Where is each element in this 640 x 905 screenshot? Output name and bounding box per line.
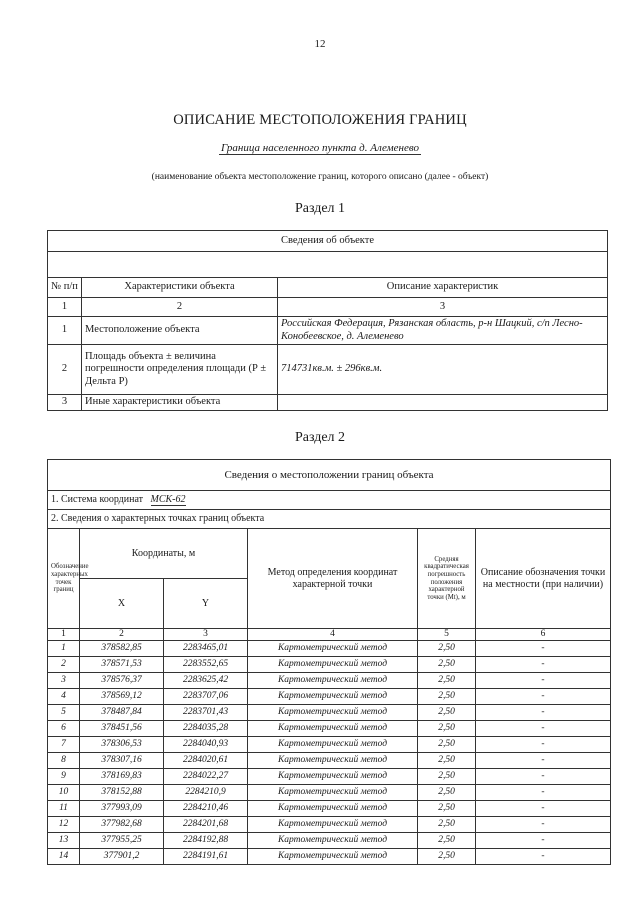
header-point-description: Описание обозначения точки на местности (при наличии) [476, 529, 611, 629]
point-number: 4 [48, 689, 80, 705]
point-accuracy: 2,50 [418, 769, 476, 785]
point-y: 2283701,43 [164, 705, 248, 721]
point-x: 378569,12 [80, 689, 164, 705]
point-y: 2284020,61 [164, 753, 248, 769]
table-row [48, 785, 611, 801]
point-y: 2283552,65 [164, 657, 248, 673]
point-description: - [476, 753, 611, 769]
point-method: Картометрический метод [248, 769, 418, 785]
section-1-heading: Раздел 1 [294, 201, 346, 216]
point-method: Картометрический метод [248, 641, 418, 657]
header-point-designation: Обозначение характерных точек границ [48, 529, 80, 629]
object-name-text: Граница населенного пункта д. Алеменево [220, 142, 419, 154]
table-row [48, 833, 611, 849]
points-label: 2. Сведения о характерных точках границ объекта [48, 510, 611, 529]
row-description: 714731кв.м. ± 296кв.м. [278, 345, 608, 395]
point-x: 377955,25 [80, 833, 164, 849]
point-method: Картометрический метод [248, 737, 418, 753]
point-description: - [476, 641, 611, 657]
row-description [278, 395, 608, 411]
point-y: 2284210,9 [164, 785, 248, 801]
header-accuracy: Средняя квадратическая погрешность положения характерной точки (Мt), м [418, 529, 476, 629]
point-accuracy: 2,50 [418, 737, 476, 753]
point-description: - [476, 833, 611, 849]
document-title: ОПИСАНИЕ МЕСТОПОЛОЖЕНИЯ ГРАНИЦ [173, 112, 467, 128]
point-accuracy: 2,50 [418, 673, 476, 689]
header-number: № п/п [48, 278, 82, 298]
point-y: 2284192,88 [164, 833, 248, 849]
table-row [48, 657, 611, 673]
point-number: 11 [48, 801, 80, 817]
point-method: Картометрический метод [248, 689, 418, 705]
point-x: 378306,53 [80, 737, 164, 753]
point-x: 377993,09 [80, 801, 164, 817]
row-number: 3 [48, 395, 82, 411]
point-description: - [476, 817, 611, 833]
point-x: 378582,85 [80, 641, 164, 657]
point-x: 378576,37 [80, 673, 164, 689]
object-name [0, 142, 640, 154]
header-description: Описание характеристик [278, 278, 608, 298]
point-x: 378487,84 [80, 705, 164, 721]
point-description: - [476, 769, 611, 785]
table-row [48, 817, 611, 833]
table-row [48, 395, 608, 411]
table-row [48, 345, 608, 395]
point-number: 7 [48, 737, 80, 753]
point-y: 2284191,61 [164, 849, 248, 865]
point-x: 377982,68 [80, 817, 164, 833]
point-accuracy: 2,50 [418, 753, 476, 769]
point-accuracy: 2,50 [418, 849, 476, 865]
point-x: 377901,2 [80, 849, 164, 865]
point-method: Картометрический метод [248, 801, 418, 817]
row-characteristic: Площадь объекта ± величина погрешности определения площади (Р ± Дельта Р) [82, 345, 278, 395]
point-y: 2283707,06 [164, 689, 248, 705]
point-accuracy: 2,50 [418, 833, 476, 849]
page-number: 12 [314, 38, 326, 50]
point-y: 2283625,42 [164, 673, 248, 689]
point-number: 12 [48, 817, 80, 833]
point-y: 2284201,68 [164, 817, 248, 833]
table-row [48, 317, 608, 345]
boundary-info-title: Сведения о местоположении границ объекта [48, 460, 611, 491]
header-coordinates: Координаты, м [80, 529, 248, 579]
object-name-caption: (наименование объекта местоположение границ, которого описано (далее - объект) [151, 172, 489, 182]
point-method: Картометрический метод [248, 785, 418, 801]
point-method: Картометрический метод [248, 849, 418, 865]
numbering-cell: 5 [418, 629, 476, 641]
point-number: 9 [48, 769, 80, 785]
point-number: 14 [48, 849, 80, 865]
point-y: 2283465,01 [164, 641, 248, 657]
point-description: - [476, 849, 611, 865]
table-row [48, 689, 611, 705]
numbering-cell: 4 [248, 629, 418, 641]
point-x: 378307,16 [80, 753, 164, 769]
numbering-cell: 2 [82, 298, 278, 317]
point-number: 10 [48, 785, 80, 801]
table-row [48, 753, 611, 769]
numbering-cell: 1 [48, 298, 82, 317]
point-method: Картометрический метод [248, 673, 418, 689]
point-description: - [476, 721, 611, 737]
point-x: 378451,56 [80, 721, 164, 737]
point-accuracy: 2,50 [418, 641, 476, 657]
point-number: 8 [48, 753, 80, 769]
point-accuracy: 2,50 [418, 721, 476, 737]
point-number: 2 [48, 657, 80, 673]
point-description: - [476, 673, 611, 689]
object-info-table [47, 230, 608, 411]
header-x: X [80, 579, 164, 629]
numbering-cell: 1 [48, 629, 80, 641]
row-characteristic: Местоположение объекта [82, 317, 278, 345]
point-description: - [476, 801, 611, 817]
point-x: 378571,53 [80, 657, 164, 673]
point-method: Картометрический метод [248, 817, 418, 833]
header-characteristic: Характеристики объекта [82, 278, 278, 298]
numbering-cell: 2 [80, 629, 164, 641]
numbering-cell: 3 [164, 629, 248, 641]
table-row [48, 641, 611, 657]
coord-system-value: МСК-62 [150, 494, 186, 506]
point-accuracy: 2,50 [418, 689, 476, 705]
point-number: 6 [48, 721, 80, 737]
numbering-cell: 6 [476, 629, 611, 641]
point-number: 13 [48, 833, 80, 849]
point-description: - [476, 737, 611, 753]
row-number: 1 [48, 317, 82, 345]
numbering-cell: 3 [278, 298, 608, 317]
point-number: 1 [48, 641, 80, 657]
point-accuracy: 2,50 [418, 657, 476, 673]
object-info-title: Сведения об объекте [48, 231, 608, 252]
table-row [48, 737, 611, 753]
row-description: Российская Федерация, Рязанская область, р-н Шацкий, с/п Лесно-Конобеевское, д. Алеменево [278, 317, 608, 345]
point-method: Картометрический метод [248, 705, 418, 721]
section-2-heading: Раздел 2 [294, 430, 346, 445]
row-characteristic: Иные характеристики объекта [82, 395, 278, 411]
table-row [48, 801, 611, 817]
table-row [48, 705, 611, 721]
point-description: - [476, 785, 611, 801]
point-accuracy: 2,50 [418, 817, 476, 833]
point-number: 5 [48, 705, 80, 721]
point-y: 2284040,93 [164, 737, 248, 753]
table-row [48, 769, 611, 785]
point-method: Картометрический метод [248, 721, 418, 737]
point-number: 3 [48, 673, 80, 689]
point-y: 2284210,46 [164, 801, 248, 817]
point-accuracy: 2,50 [418, 785, 476, 801]
point-y: 2284035,28 [164, 721, 248, 737]
empty-row [48, 252, 608, 278]
point-method: Картометрический метод [248, 657, 418, 673]
point-method: Картометрический метод [248, 833, 418, 849]
row-number: 2 [48, 345, 82, 395]
coord-system-row [48, 491, 611, 510]
point-accuracy: 2,50 [418, 705, 476, 721]
header-method: Метод определения координат характерной точки [248, 529, 418, 629]
point-description: - [476, 657, 611, 673]
point-x: 378152,88 [80, 785, 164, 801]
point-x: 378169,83 [80, 769, 164, 785]
point-y: 2284022,27 [164, 769, 248, 785]
table-row [48, 849, 611, 865]
point-method: Картометрический метод [248, 753, 418, 769]
header-y: Y [164, 579, 248, 629]
boundary-points-table [47, 459, 611, 865]
point-description: - [476, 689, 611, 705]
point-accuracy: 2,50 [418, 801, 476, 817]
point-description: - [476, 705, 611, 721]
coord-system-label: 1. Система координат [51, 494, 144, 506]
table-row [48, 673, 611, 689]
table-row [48, 721, 611, 737]
